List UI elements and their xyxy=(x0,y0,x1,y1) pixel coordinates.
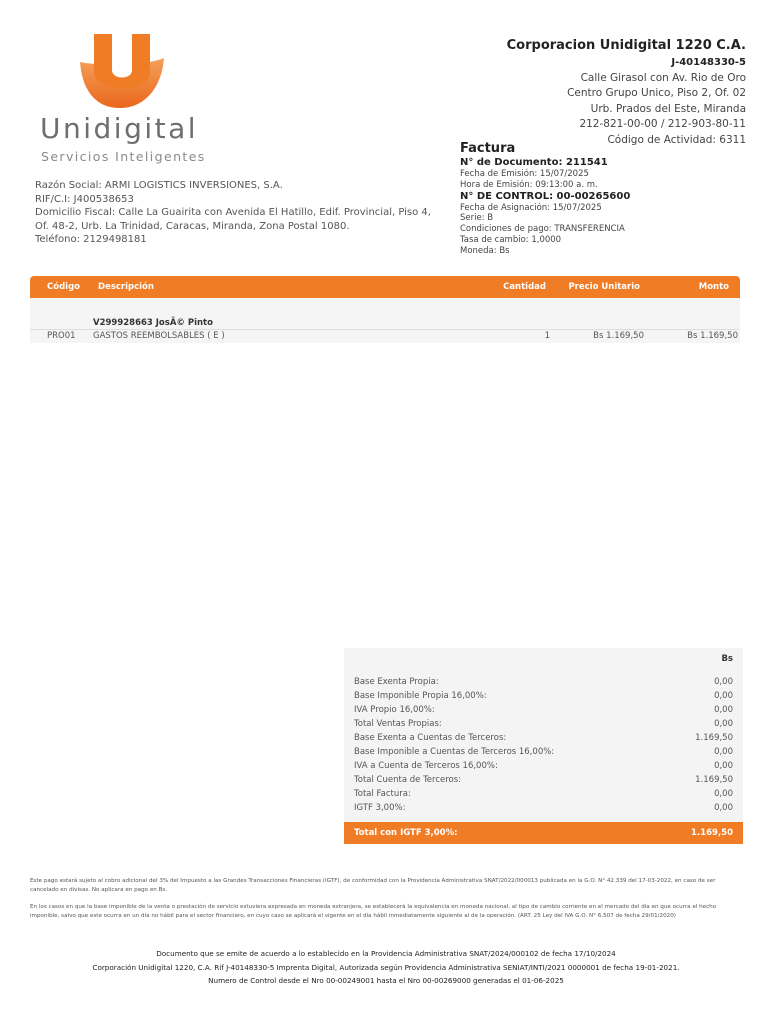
totals-label: Base Exenta Propia: xyxy=(354,677,439,687)
item-holder: V299928663 JosÃ© Pinto xyxy=(93,318,213,328)
items-table-header xyxy=(30,276,740,298)
legal-footer xyxy=(30,947,742,988)
footer-line-1: Documento que se emite de acuerdo a lo establecido en la Providencia Administrativa SNAT/2024/000102 de fecha 17/10/2024 xyxy=(156,949,616,958)
invoice-moneda: Moneda: Bs xyxy=(460,245,510,256)
invoice-serie: Serie: B xyxy=(460,213,494,224)
invoice-info xyxy=(460,141,630,257)
totals-value: 0,00 xyxy=(714,705,733,715)
grand-total-label: Total con IGTF 3,00%: xyxy=(354,828,458,838)
igtf-note: Este pago estará sujeto al cobro adicional del 3% del Impuesto a las Grandes Transacciones Financieras (IGTF), de conformidad con la Providencia Administrativa SNAT/2022/000013 publicada en la G.O. N° 42.339 del 17-03-2022, en caso de ser cancelado en divisas. No aplicara en pago en Bs. xyxy=(30,878,716,893)
company-address-2: Centro Grupo Unico, Piso 2, Of. 02 xyxy=(567,87,746,99)
totals-label: Total Factura: xyxy=(354,789,411,799)
totals-currency: Bs xyxy=(721,654,733,664)
brand-tagline: Servicios Inteligentes xyxy=(41,149,206,164)
invoice-tasa: Tasa de cambio: 1,0000 xyxy=(460,234,562,245)
client-rif: RIF/C.I: J400538653 xyxy=(35,193,134,205)
item-codigo: PRO01 xyxy=(47,331,76,341)
totals-label: Base Imponible Propia 16,00%: xyxy=(354,691,487,701)
company-activity-code: Código de Actividad: 6311 xyxy=(607,133,746,146)
totals-value: 0,00 xyxy=(714,789,733,799)
invoice-title: Factura xyxy=(460,141,516,156)
header-cantidad: Cantidad xyxy=(503,282,546,292)
row-divider xyxy=(30,329,740,330)
company-phones: 212-821-00-00 / 212-903-80-11 xyxy=(579,118,746,130)
totals-box xyxy=(344,648,743,822)
u-shield-icon xyxy=(76,32,168,110)
header-descripcion: Descripción xyxy=(98,282,154,292)
client-info xyxy=(35,179,435,247)
invoice-hora-emision: Hora de Emisión: 09:13:00 a. m. xyxy=(460,179,598,190)
invoice-fecha-emision: Fecha de Emisión: 15/07/2025 xyxy=(460,169,589,179)
totals-value: 0,00 xyxy=(714,803,733,813)
items-table-body xyxy=(30,298,740,343)
company-rif: J-40148330-5 xyxy=(671,57,746,68)
company-logo xyxy=(36,32,206,167)
totals-label: Total Cuenta de Terceros: xyxy=(354,775,462,785)
company-name: Corporacion Unidigital 1220 C.A. xyxy=(506,38,746,53)
client-domicilio: Domicilio Fiscal: Calle La Guairita con Avenida El Hatillo, Edif. Provincial, Piso 4, Of. 48-2, Urb. La Trinidad, Caracas, Miranda, Zona Postal 1080. xyxy=(35,207,431,232)
totals-label: IVA a Cuenta de Terceros 16,00%: xyxy=(354,761,498,771)
invoice-fecha-asignacion: Fecha de Asignación: 15/07/2025 xyxy=(460,202,602,213)
totals-label: IGTF 3,00%: xyxy=(354,803,406,813)
invoice-control-number: N° DE CONTROL: 00-00265600 xyxy=(460,190,631,202)
totals-value: 0,00 xyxy=(714,691,733,701)
exchange-note: En los casos en que la base imponible de la venta o prestación de servicio estuviera expresada en moneda extranjera, se establecerá la equivalencia en moneda nacional, al tipo de cambio corriente en el mercado del día en que ocurra el hecho imponible, salvo que este ocurra en un día no hábil para el sector financiero, en cuyo caso se aplicará el vigente en el día hábil inmediatamente siguiente al de la operación. (ART. 25 Ley del IVA G.O. N° 6.507 de fecha 29/01/2020) xyxy=(30,904,717,919)
grand-total-value: 1.169,50 xyxy=(691,828,733,838)
footer-line-2: Corporación Unidigital 1220, C.A. Rif J-40148330-5 Imprenta Digital, Autorizada según Providencia Administrativa SENIAT/INTI/2021 0000001 de fecha 19-01-2021. xyxy=(92,962,680,972)
totals-value: 1.169,50 xyxy=(695,775,733,785)
invoice-doc-number: N° de Documento: 211541 xyxy=(460,157,608,168)
totals-value: 0,00 xyxy=(714,719,733,729)
totals-label: IVA Propio 16,00%: xyxy=(354,705,435,715)
company-info xyxy=(507,37,746,148)
totals-value: 0,00 xyxy=(714,761,733,771)
totals-value: 1.169,50 xyxy=(695,733,733,743)
grand-total-bar xyxy=(344,822,743,844)
header-codigo: Código xyxy=(47,282,80,292)
client-razon-social: Razón Social: ARMI LOGISTICS INVERSIONES, S.A. xyxy=(35,180,283,191)
totals-value: 0,00 xyxy=(714,747,733,757)
header-monto: Monto xyxy=(698,282,729,292)
company-address-3: Urb. Prados del Este, Miranda xyxy=(590,102,746,115)
footer-line-3: Numero de Control desde el Nro 00-00249001 hasta el Nro 00-00269000 generadas el 01-06-2025 xyxy=(208,976,564,985)
invoice-condiciones: Condiciones de pago: TRANSFERENCIA xyxy=(460,224,625,235)
item-monto: Bs 1.169,50 xyxy=(687,331,738,341)
client-telefono: Teléfono: 2129498181 xyxy=(35,234,147,245)
totals-label: Base Exenta a Cuentas de Terceros: xyxy=(354,733,507,743)
header-precio-unitario: Precio Unitario xyxy=(568,282,640,292)
company-address-1: Calle Girasol con Av. Rio de Oro xyxy=(580,71,746,84)
totals-value: 0,00 xyxy=(714,677,733,687)
totals-label: Base Imponible a Cuentas de Terceros 16,00%: xyxy=(354,747,555,757)
item-precio: Bs 1.169,50 xyxy=(593,331,644,341)
item-cantidad: 1 xyxy=(544,331,550,341)
totals-label: Total Ventas Propias: xyxy=(354,719,442,729)
item-descripcion: GASTOS REEMBOLSABLES ( E ) xyxy=(93,331,225,341)
brand-name: Unidigital xyxy=(40,112,199,145)
